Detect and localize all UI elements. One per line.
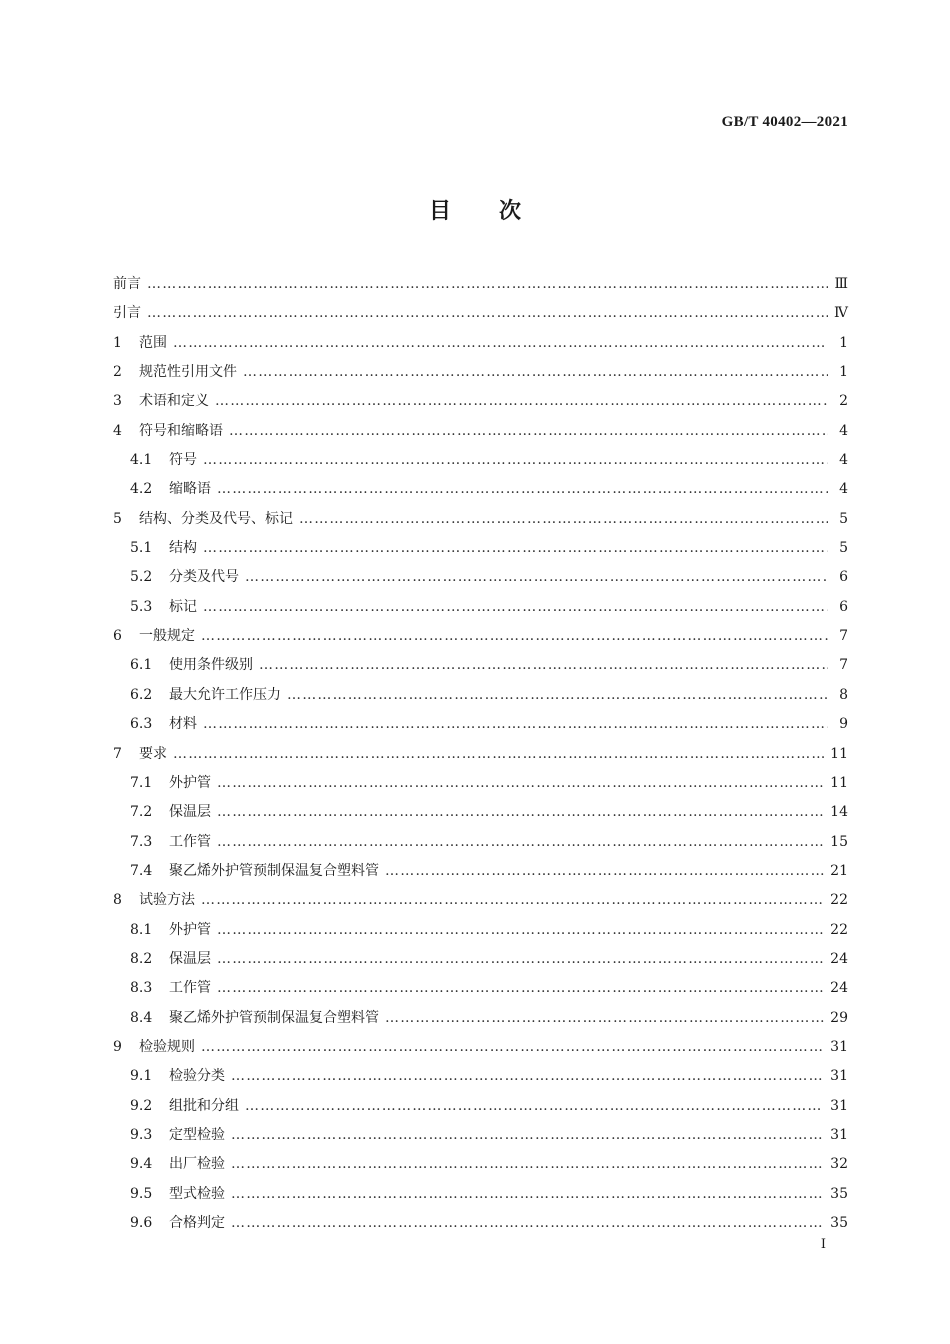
toc-entry-number: 5.2 [130,569,153,586]
toc-entry-page: 5 [839,510,848,527]
toc-entry-label: 外护管 [169,921,211,938]
toc-entry[interactable] [113,769,848,798]
toc-entry-number: 6 [113,628,122,645]
dot-leader [201,1033,824,1062]
toc-entry-label: 最大允许工作压力 [169,686,281,703]
toc-entry-label: 一般规定 [139,628,195,645]
toc-entry-label: 分类及代号 [169,569,239,586]
dot-leader [203,710,828,739]
toc-entry-page: 31 [830,1038,848,1055]
toc-entry[interactable] [113,886,848,915]
toc-entry-number: 8.4 [130,1009,153,1026]
toc-entry-number: 4.2 [130,481,153,498]
toc-entry-page: 1 [839,364,848,381]
dot-leader [147,299,828,328]
dot-leader [173,740,824,769]
toc-entry-number: 7 [113,745,122,762]
toc-entry-label: 引言 [113,305,141,322]
toc-entry[interactable] [113,563,848,592]
toc-entry-number: 9 [113,1038,122,1055]
toc-entry-label: 聚乙烯外护管预制保温复合塑料管 [169,1009,379,1026]
toc-entry-page: 9 [839,716,848,733]
toc-entry[interactable] [113,1209,848,1238]
toc-entry-page: 24 [830,950,848,967]
toc-entry-label: 聚乙烯外护管预制保温复合塑料管 [169,862,379,879]
toc-entry-label: 前言 [113,276,141,292]
toc-entry-label: 要求 [139,745,167,762]
toc-entry[interactable] [113,1150,848,1179]
toc-entry[interactable] [113,1062,848,1091]
toc-entry-page: 31 [830,1068,848,1085]
toc-entry-page: 22 [830,921,848,938]
toc-entry-page: 14 [830,804,848,821]
toc-entry-label: 组批和分组 [169,1097,239,1114]
dot-leader [287,681,828,710]
toc-entry[interactable] [113,710,848,739]
toc-entry-number: 3 [113,393,122,410]
toc-entry-label: 合格判定 [169,1215,225,1231]
page-title [0,194,950,225]
toc-entry-page: 6 [839,569,848,586]
dot-leader [229,417,828,446]
toc-entry-number: 9.3 [130,1126,153,1143]
toc-entry-page: 31 [830,1097,848,1114]
toc-entry-label: 标记 [169,598,197,615]
toc-entry-number: 4.1 [130,452,153,469]
standard-code: GB/T 40402—2021 [721,114,848,130]
toc-entry-page: 24 [830,980,848,997]
toc-entry-page: 6 [839,598,848,615]
toc-entry-label: 工作管 [169,980,211,997]
dot-leader [299,505,828,534]
toc-entry-number: 8 [113,892,122,909]
toc-entry[interactable] [113,329,848,358]
toc-entry-number: 6.3 [130,716,153,733]
toc-entry-number: 9.5 [130,1185,153,1202]
toc-entry-page: 4 [839,452,848,469]
toc-entry-label: 出厂检验 [169,1156,225,1173]
toc-entry[interactable] [113,1180,848,1209]
dot-leader [231,1209,824,1238]
toc-entry-number: 7.4 [130,862,153,879]
toc-entry-label: 材料 [169,716,197,733]
toc-entry-label: 符号 [169,452,197,469]
dot-leader [201,622,828,651]
toc-entry[interactable] [113,446,848,475]
toc-entry-label: 试验方法 [139,892,195,909]
toc-entry-page: 1 [839,334,848,351]
toc-entry-page: 35 [830,1185,848,1202]
toc-entry-page: 4 [839,422,848,439]
title-part-1: 目 [428,199,451,224]
toc-entry[interactable] [113,387,848,416]
toc-entry-number: 9.4 [130,1156,153,1173]
toc-entry-page: Ⅲ [834,276,848,292]
page-folio: Ⅰ [820,1237,826,1252]
title-part-2: 次 [499,199,522,224]
dot-leader [203,593,828,622]
toc-entry[interactable] [113,622,848,651]
dot-leader [217,828,824,857]
toc-entry-page: 29 [830,1009,848,1026]
dot-leader [217,475,828,504]
toc-entry-page: 21 [830,862,848,879]
toc-entry-number: 5.1 [130,540,153,557]
toc-entry[interactable] [113,798,848,827]
toc-entry[interactable] [113,945,848,974]
toc-entry[interactable] [113,475,848,504]
dot-leader [231,1062,824,1091]
dot-leader [201,886,824,915]
table-of-contents [113,270,848,1238]
toc-entry-label: 定型检验 [169,1126,225,1143]
toc-entry-label: 结构、分类及代号、标记 [139,510,293,527]
toc-entry-label: 工作管 [169,833,211,850]
toc-entry-page: 2 [839,393,848,410]
dot-leader [217,798,824,827]
toc-entry-number: 4 [113,422,122,439]
toc-entry-number: 7.1 [130,774,153,791]
toc-entry[interactable] [113,505,848,534]
dot-leader [203,534,828,563]
dot-leader [245,563,828,592]
toc-entry[interactable] [113,299,848,328]
toc-entry[interactable] [113,651,848,680]
toc-entry[interactable] [113,740,848,769]
toc-entry-label: 结构 [169,540,197,557]
dot-leader [259,651,828,680]
toc-entry-number: 8.2 [130,950,153,967]
toc-entry[interactable] [113,828,848,857]
dot-leader [217,916,824,945]
toc-entry-number: 9.1 [130,1068,153,1085]
toc-entry-page: 4 [839,481,848,498]
toc-entry-number: 1 [113,334,122,351]
dot-leader [231,1121,824,1150]
dot-leader [217,769,824,798]
toc-entry-number: 6.2 [130,686,153,703]
toc-entry-label: 规范性引用文件 [139,364,237,381]
toc-entry-number: 8.3 [130,980,153,997]
toc-entry-label: 外护管 [169,774,211,791]
dot-leader [217,974,824,1003]
toc-entry-label: 范围 [139,334,167,351]
toc-entry-page: 22 [830,892,848,909]
toc-entry[interactable] [113,1092,848,1121]
toc-entry[interactable] [113,681,848,710]
toc-entry[interactable] [113,270,848,299]
toc-entry-page: 31 [830,1126,848,1143]
toc-entry-number: 9.6 [130,1215,153,1231]
toc-entry-label: 使用条件级别 [169,657,253,674]
dot-leader [217,945,824,974]
toc-entry-number: 5 [113,510,122,527]
toc-entry-label: 检验分类 [169,1068,225,1085]
toc-entry-number: 7.2 [130,804,153,821]
toc-entry-page: 11 [830,745,848,762]
toc-entry[interactable] [113,1033,848,1062]
toc-entry-number: 7.3 [130,833,153,850]
toc-entry-number: 9.2 [130,1097,153,1114]
dot-leader [203,446,828,475]
dot-leader [231,1180,824,1209]
toc-entry-number: 2 [113,364,122,381]
dot-leader [231,1150,824,1179]
dot-leader [385,857,824,886]
dot-leader [385,1004,824,1033]
toc-entry[interactable] [113,534,848,563]
dot-leader [245,1092,824,1121]
toc-entry-label: 术语和定义 [139,393,209,410]
toc-entry-page: 11 [830,774,848,791]
toc-entry-number: 8.1 [130,921,153,938]
toc-entry[interactable] [113,417,848,446]
toc-entry-label: 型式检验 [169,1185,225,1202]
toc-entry[interactable] [113,1121,848,1150]
toc-entry-label: 保温层 [169,804,211,821]
toc-entry-label: 符号和缩略语 [139,422,223,439]
toc-entry-page: 7 [839,628,848,645]
toc-entry-label: 保温层 [169,950,211,967]
toc-entry[interactable] [113,1004,848,1033]
toc-entry-page: 15 [830,833,848,850]
toc-entry-page: 35 [830,1215,848,1231]
toc-entry-page: Ⅳ [834,305,848,322]
dot-leader [215,387,828,416]
toc-entry-label: 检验规则 [139,1038,195,1055]
toc-entry-number: 5.3 [130,598,153,615]
toc-entry-number: 6.1 [130,657,153,674]
toc-entry-page: 32 [830,1156,848,1173]
toc-entry[interactable] [113,857,848,886]
toc-entry-label: 缩略语 [169,481,211,498]
toc-entry-page: 8 [839,686,848,703]
toc-entry[interactable] [113,358,848,387]
dot-leader [243,358,828,387]
dot-leader [173,329,828,358]
toc-entry[interactable] [113,593,848,622]
toc-entry-page: 5 [839,540,848,557]
toc-entry-page: 7 [839,657,848,674]
toc-entry[interactable] [113,916,848,945]
dot-leader [147,270,828,299]
toc-entry[interactable] [113,974,848,1003]
